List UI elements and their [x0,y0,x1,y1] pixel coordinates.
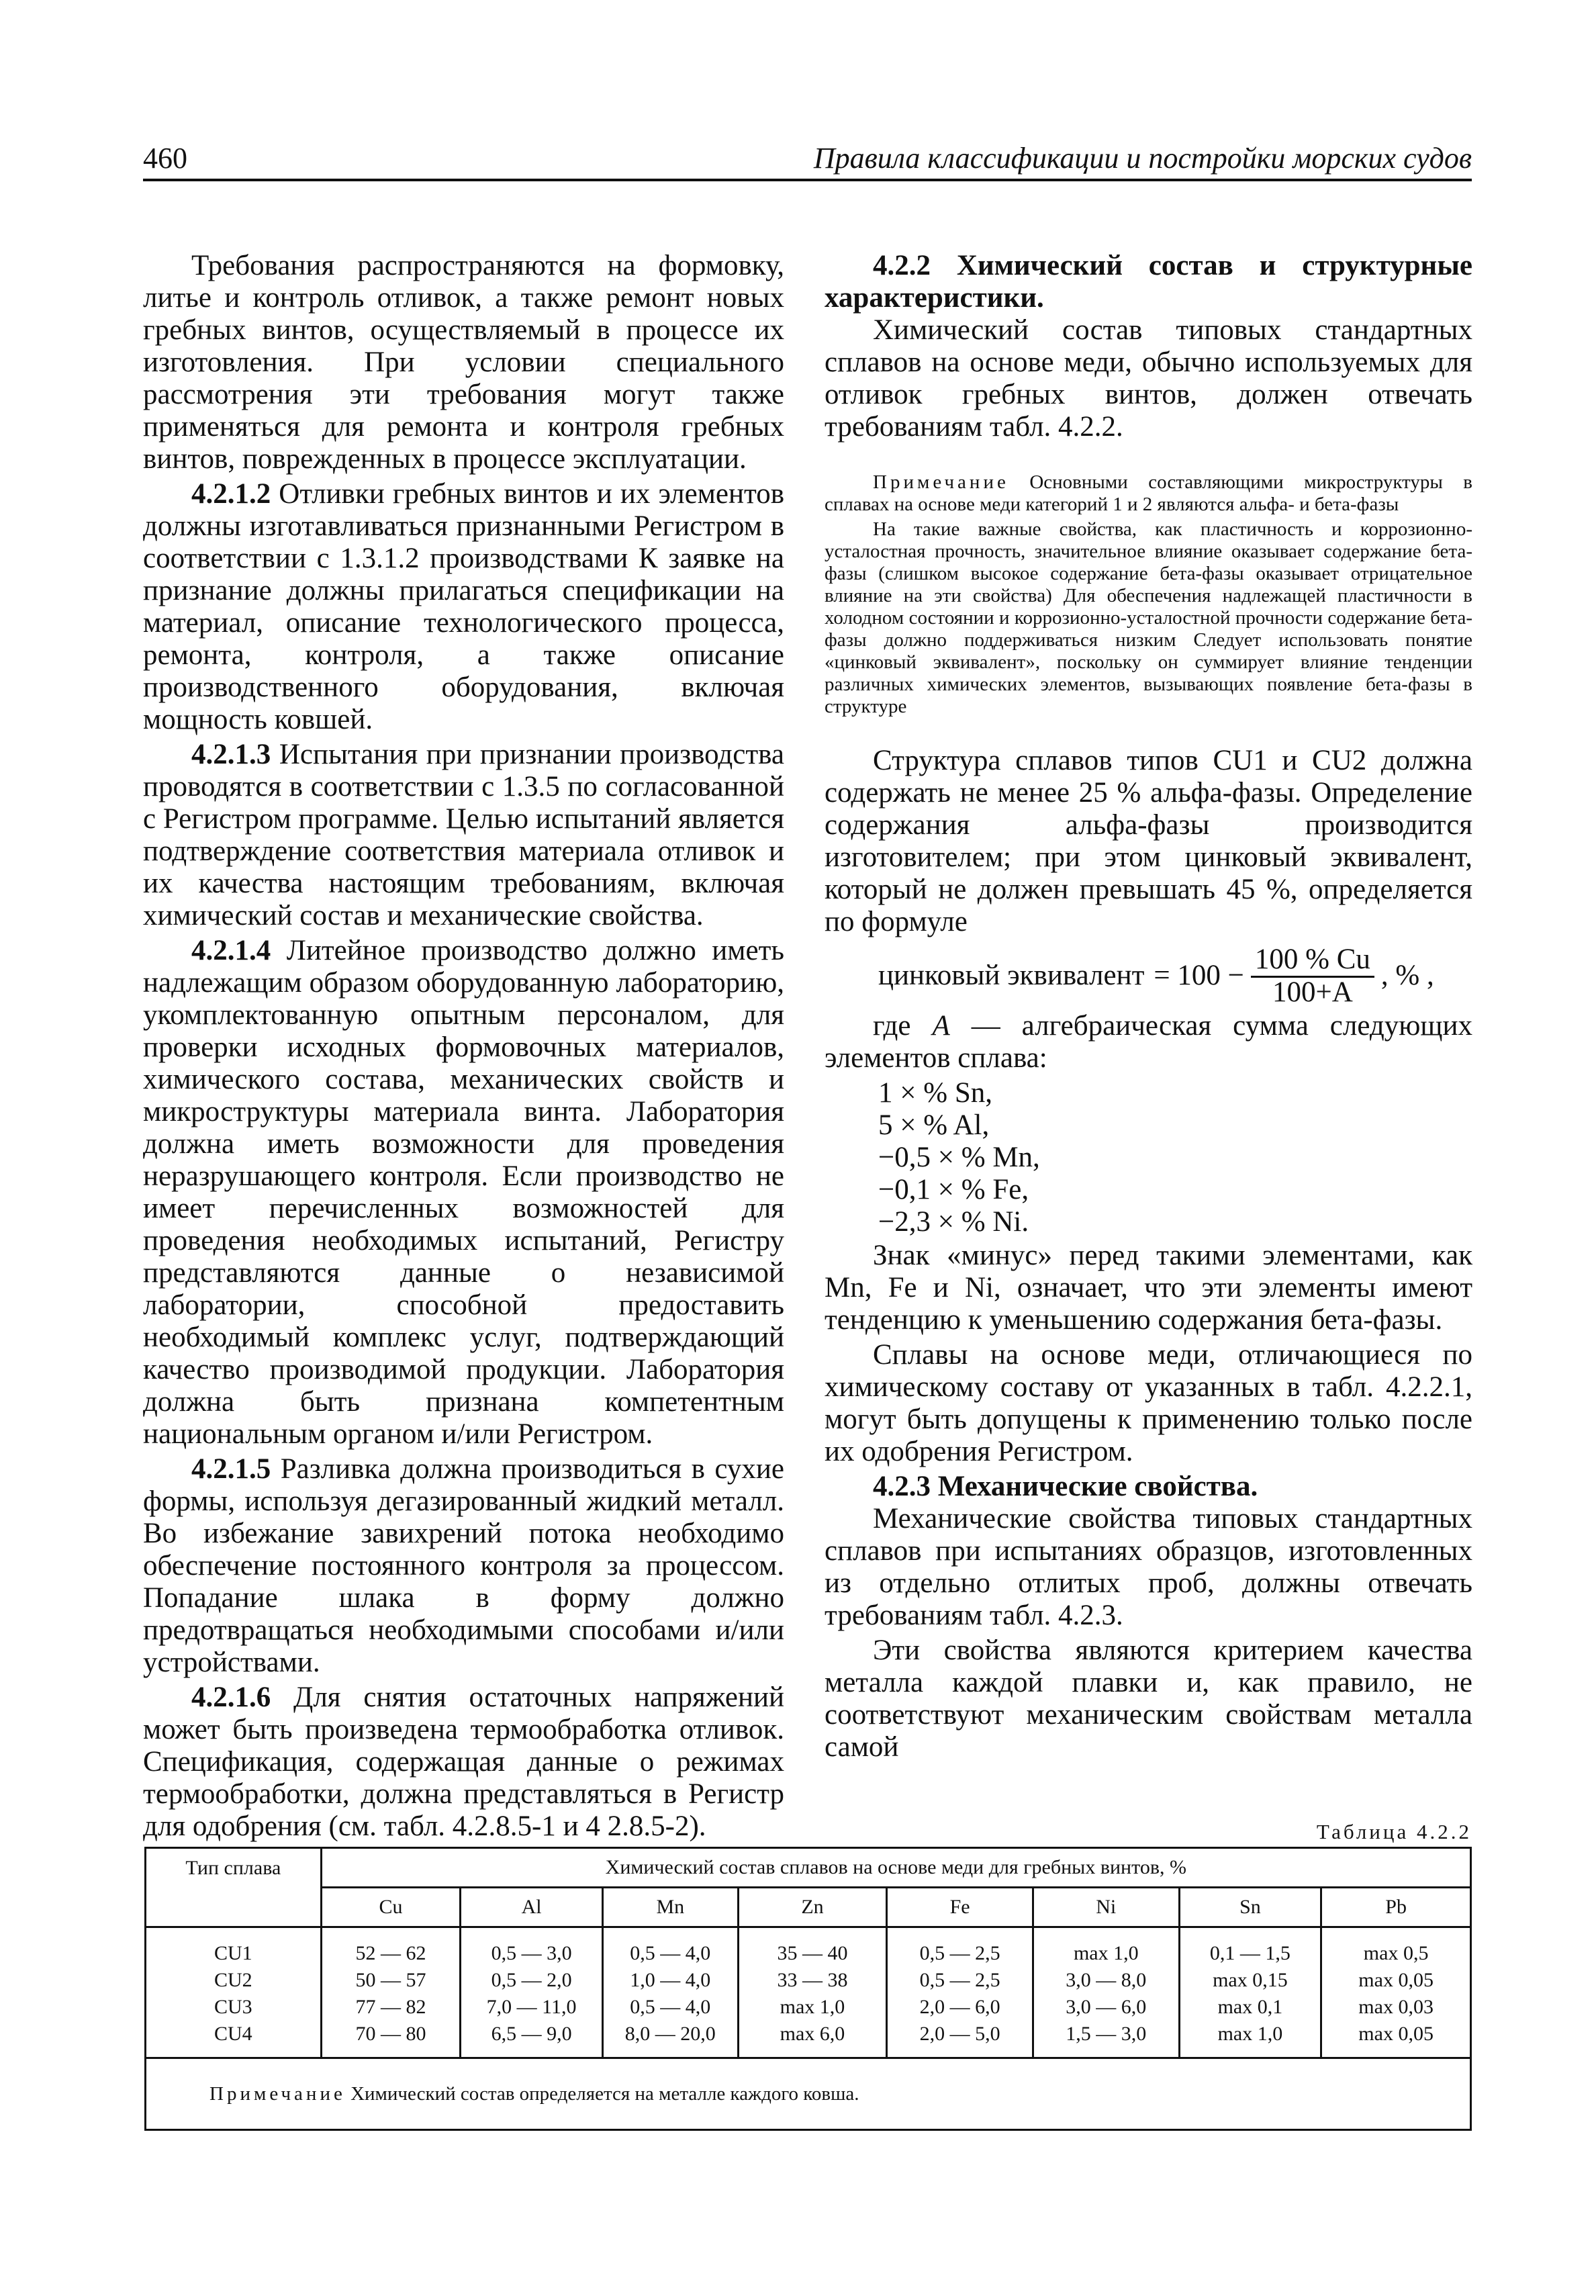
clause-text: Испытания при признании производства проводятся в соответствии с 1.3.5 по согласованной с Регистром программе. Целью испытаний является подтверждение соответствия материала отливок и их качества настоящим требованиям, включая химический состав и механические свойства. [143,739,784,931]
fe-values-cell: 0,5 — 2,5 0,5 — 2,5 2,0 — 6,0 2,0 — 5,0 [887,1927,1033,2058]
structure-paragraph: Структура сплавов типов CU1 и CU2 должна содержать не менее 25 % альфа-фазы. Определение содержания альфа-фазы производится изготовителем; при этом цинковый эквивалент, который не должен превышать 45 %, определяется по формуле [825,745,1472,937]
section-4-2-3-title: 4.2.3 Механические свойства. [873,1471,1258,1502]
zinc-equivalent-formula [878,944,1472,1007]
running-title: Правила классификации и постройки морских судов [813,142,1472,175]
section-4-2-2-title: 4.2.2 Химический состав и структурные характеристики. [825,250,1472,314]
section-4-2-3-text: Механические свойства типовых стандартных сплавов при испытаниях образцов, изготовленных из отдельно отлитых проб, должны отвечать требованиям табл. 4.2.3. [825,1503,1472,1631]
paragraph-4-2-1-4 [143,935,784,1451]
al-values-cell: 0,5 — 3,0 0,5 — 2,0 7,0 — 11,0 6,5 — 9,0 [461,1927,603,2058]
column-header: Pb [1321,1888,1471,1927]
where-variable: A [932,1010,950,1042]
column-header: Sn [1179,1888,1321,1927]
where-prefix: где [873,1010,933,1042]
clause-text: Литейное производство должно иметь надлежащим образом оборудованную лабораторию, укомплектованную опытным персоналом, для проверки исходных формовочных материалов, химического состава, механических свойств и микроструктуры материала винта. Лаборатория должна иметь возможности для проведения неразрушающего контроля. Если производство не имеет перечисленных возможностей для проведения необходимых испытаний, Регистру представляются данные о независимой лаборатории, способной предоставить необходимый комплекс услуг, подтверждающий качество производимой продукции. Лаборатория должна быть признана компетентным национальным органом и/или Регистром. [143,935,784,1450]
list-item: 1 × % Sn, [878,1077,992,1109]
header-rule [143,179,1472,181]
clause-number: 4.2.1.4 [191,935,271,966]
left-column [143,250,784,1845]
note-paragraph-2: На такие важные свойства, как пластичность и коррозионно-усталостная прочность, значительное влияние оказывает содержание бета-фазы (слишком высокое содержание бета-фазы оказывает отрицательное влияние на эти свойства) Для обеспечения надлежащей пластичности в холодном состоянии и коррозионно-усталостной прочности содержание бета-фазы должно поддерживаться низким Следует использовать понятие «цинковый эквивалент», поскольку он суммирует влияние тенденции различных химических элементов, вызывающих появление бета-фазы в структуре [825,518,1472,717]
paragraph-4-2-1-5 [143,1453,784,1679]
list-item: −0,1 × % Fe, [878,1174,1029,1205]
paragraph-4-2-1-2 [143,478,784,736]
note-label: Примечание [873,471,1009,493]
formula-equals: = 100 − [1154,959,1244,991]
minus-paragraph: Знак «минус» перед такими элементами, как Mn, Fe и Ni, означает, что эти элементы имеют тенденцию к уменьшению содержания бета-фазы. [825,1240,1472,1336]
page-number: 460 [143,142,187,175]
clause-text: Разливка должна производиться в сухие формы, используя дегазированный жидкий металл. Во избежание завихрений потока необходимо обеспечение постоянного контроля за процессом. Попадание шлака в форму должно предотвращаться необходимыми способами и/или устройствами. [143,1453,784,1678]
table-header-row [146,1848,1471,1888]
column-header: Fe [887,1888,1033,1927]
column-header: Ni [1033,1888,1179,1927]
table-note [146,2058,1471,2130]
column-header: Al [461,1888,603,1927]
right-column [825,250,1472,1766]
table-note-label: Примечание [209,2082,346,2105]
last-paragraph: Эти свойства являются критерием качества металла каждой плавки и, как правило, не соответствуют механическим свойствам металла самой [825,1635,1472,1763]
formula-lhs: цинковый эквивалент [878,959,1145,991]
group-header: Химический состав сплавов на основе меди для гребных винтов, % [321,1848,1470,1888]
formula-tail: , % , [1380,959,1434,991]
column-header: Zn [738,1888,887,1927]
clause-number: 4.2.1.6 [191,1682,271,1713]
formula-fraction [1251,944,1374,1007]
list-item: −2,3 × % Ni. [878,1206,1029,1238]
type-header: Тип сплава [146,1848,322,1927]
composition-table [144,1847,1472,2131]
clause-number: 4.2.1.3 [191,739,271,770]
clause-text: Отливки гребных винтов и их элементов должны изготавливаться признанными Регистром в соответствии с 1.3.1.2 производствами К заявке на признание должны прилагаться спецификации на материал, описание технологического процесса, ремонта, контроля, а также описание производственного оборудования, включая мощность ковшей. [143,478,784,735]
table-note-text: Химический состав определяется на металле каждого ковша. [345,2082,859,2105]
table-note-row [146,2058,1471,2130]
formula-numerator: 100 % Cu [1251,944,1374,978]
note-paragraph-1 [825,471,1472,516]
list-item: 5 × % Al, [878,1109,990,1141]
formula-denominator: 100+A [1272,976,1353,1008]
alloys-paragraph: Сплавы на основе меди, отличающиеся по химическому составу от указанных в табл. 4.2.2.1, могут быть допущены к применению только после их одобрения Регистром. [825,1339,1472,1467]
table-caption: Таблица 4.2.2 [1316,1820,1472,1843]
intro-paragraph: Требования распространяются на формовку, литье и контроль отливок, а также ремонт новых гребных винтов, осуществляемый в процессе их изготовления. При условии специального рассмотрения эти требования могут также применяться для ремонта и контроля гребных винтов, поврежденных в процессе эксплуатации. [143,250,784,475]
where-paragraph [825,1010,1472,1074]
ni-values-cell: max 1,0 3,0 — 8,0 3,0 — 6,0 1,5 — 3,0 [1033,1927,1179,2058]
note-block [825,471,1472,718]
sn-values-cell: 0,1 — 1,5 max 0,15 max 0,1 max 1,0 [1179,1927,1321,2058]
clause-number: 4.2.1.2 [191,478,271,510]
column-header: Mn [602,1888,738,1927]
column-header: Cu [321,1888,461,1927]
element-list [878,1077,1472,1238]
clause-text: Для снятия остаточных напряжений может быть произведена термообработка отливок. Спецификация, содержащая данные о режимах термообработки, должна представляться в Регистр для одобрения (см. табл. 4.2.8.5-1 и 4 2.8.5-2). [143,1682,784,1842]
list-item: −0,5 × % Mn, [878,1142,1040,1173]
paragraph-4-2-1-3 [143,739,784,932]
pb-values-cell: max 0,5 max 0,05 max 0,03 max 0,05 [1321,1927,1471,2058]
alloy-types-cell: CU1 CU2 CU3 CU4 [146,1927,322,2058]
table-row [146,1927,1471,2058]
note-text: Основными составляющими микроструктуры в сплавах на основе меди категорий 1 и 2 являются альфа- и бета-фазы [825,471,1472,515]
section-4-2-2-text: Химический состав типовых стандартных сплавов на основе меди, обычно используемых для отливок гребных винтов, должен отвечать требованиям табл. 4.2.2. [825,314,1472,443]
clause-number: 4.2.1.5 [191,1453,271,1485]
where-text: — алгебраическая сумма следующих элементов сплава: [825,1010,1472,1074]
cu-values-cell: 52 — 62 50 — 57 77 — 82 70 — 80 [321,1927,461,2058]
zn-values-cell: 35 — 40 33 — 38 max 1,0 max 6,0 [738,1927,887,2058]
mn-values-cell: 0,5 — 4,0 1,0 — 4,0 0,5 — 4,0 8,0 — 20,0 [602,1927,738,2058]
table-subheader-row [146,1888,1471,1927]
paragraph-4-2-1-6 [143,1682,784,1843]
